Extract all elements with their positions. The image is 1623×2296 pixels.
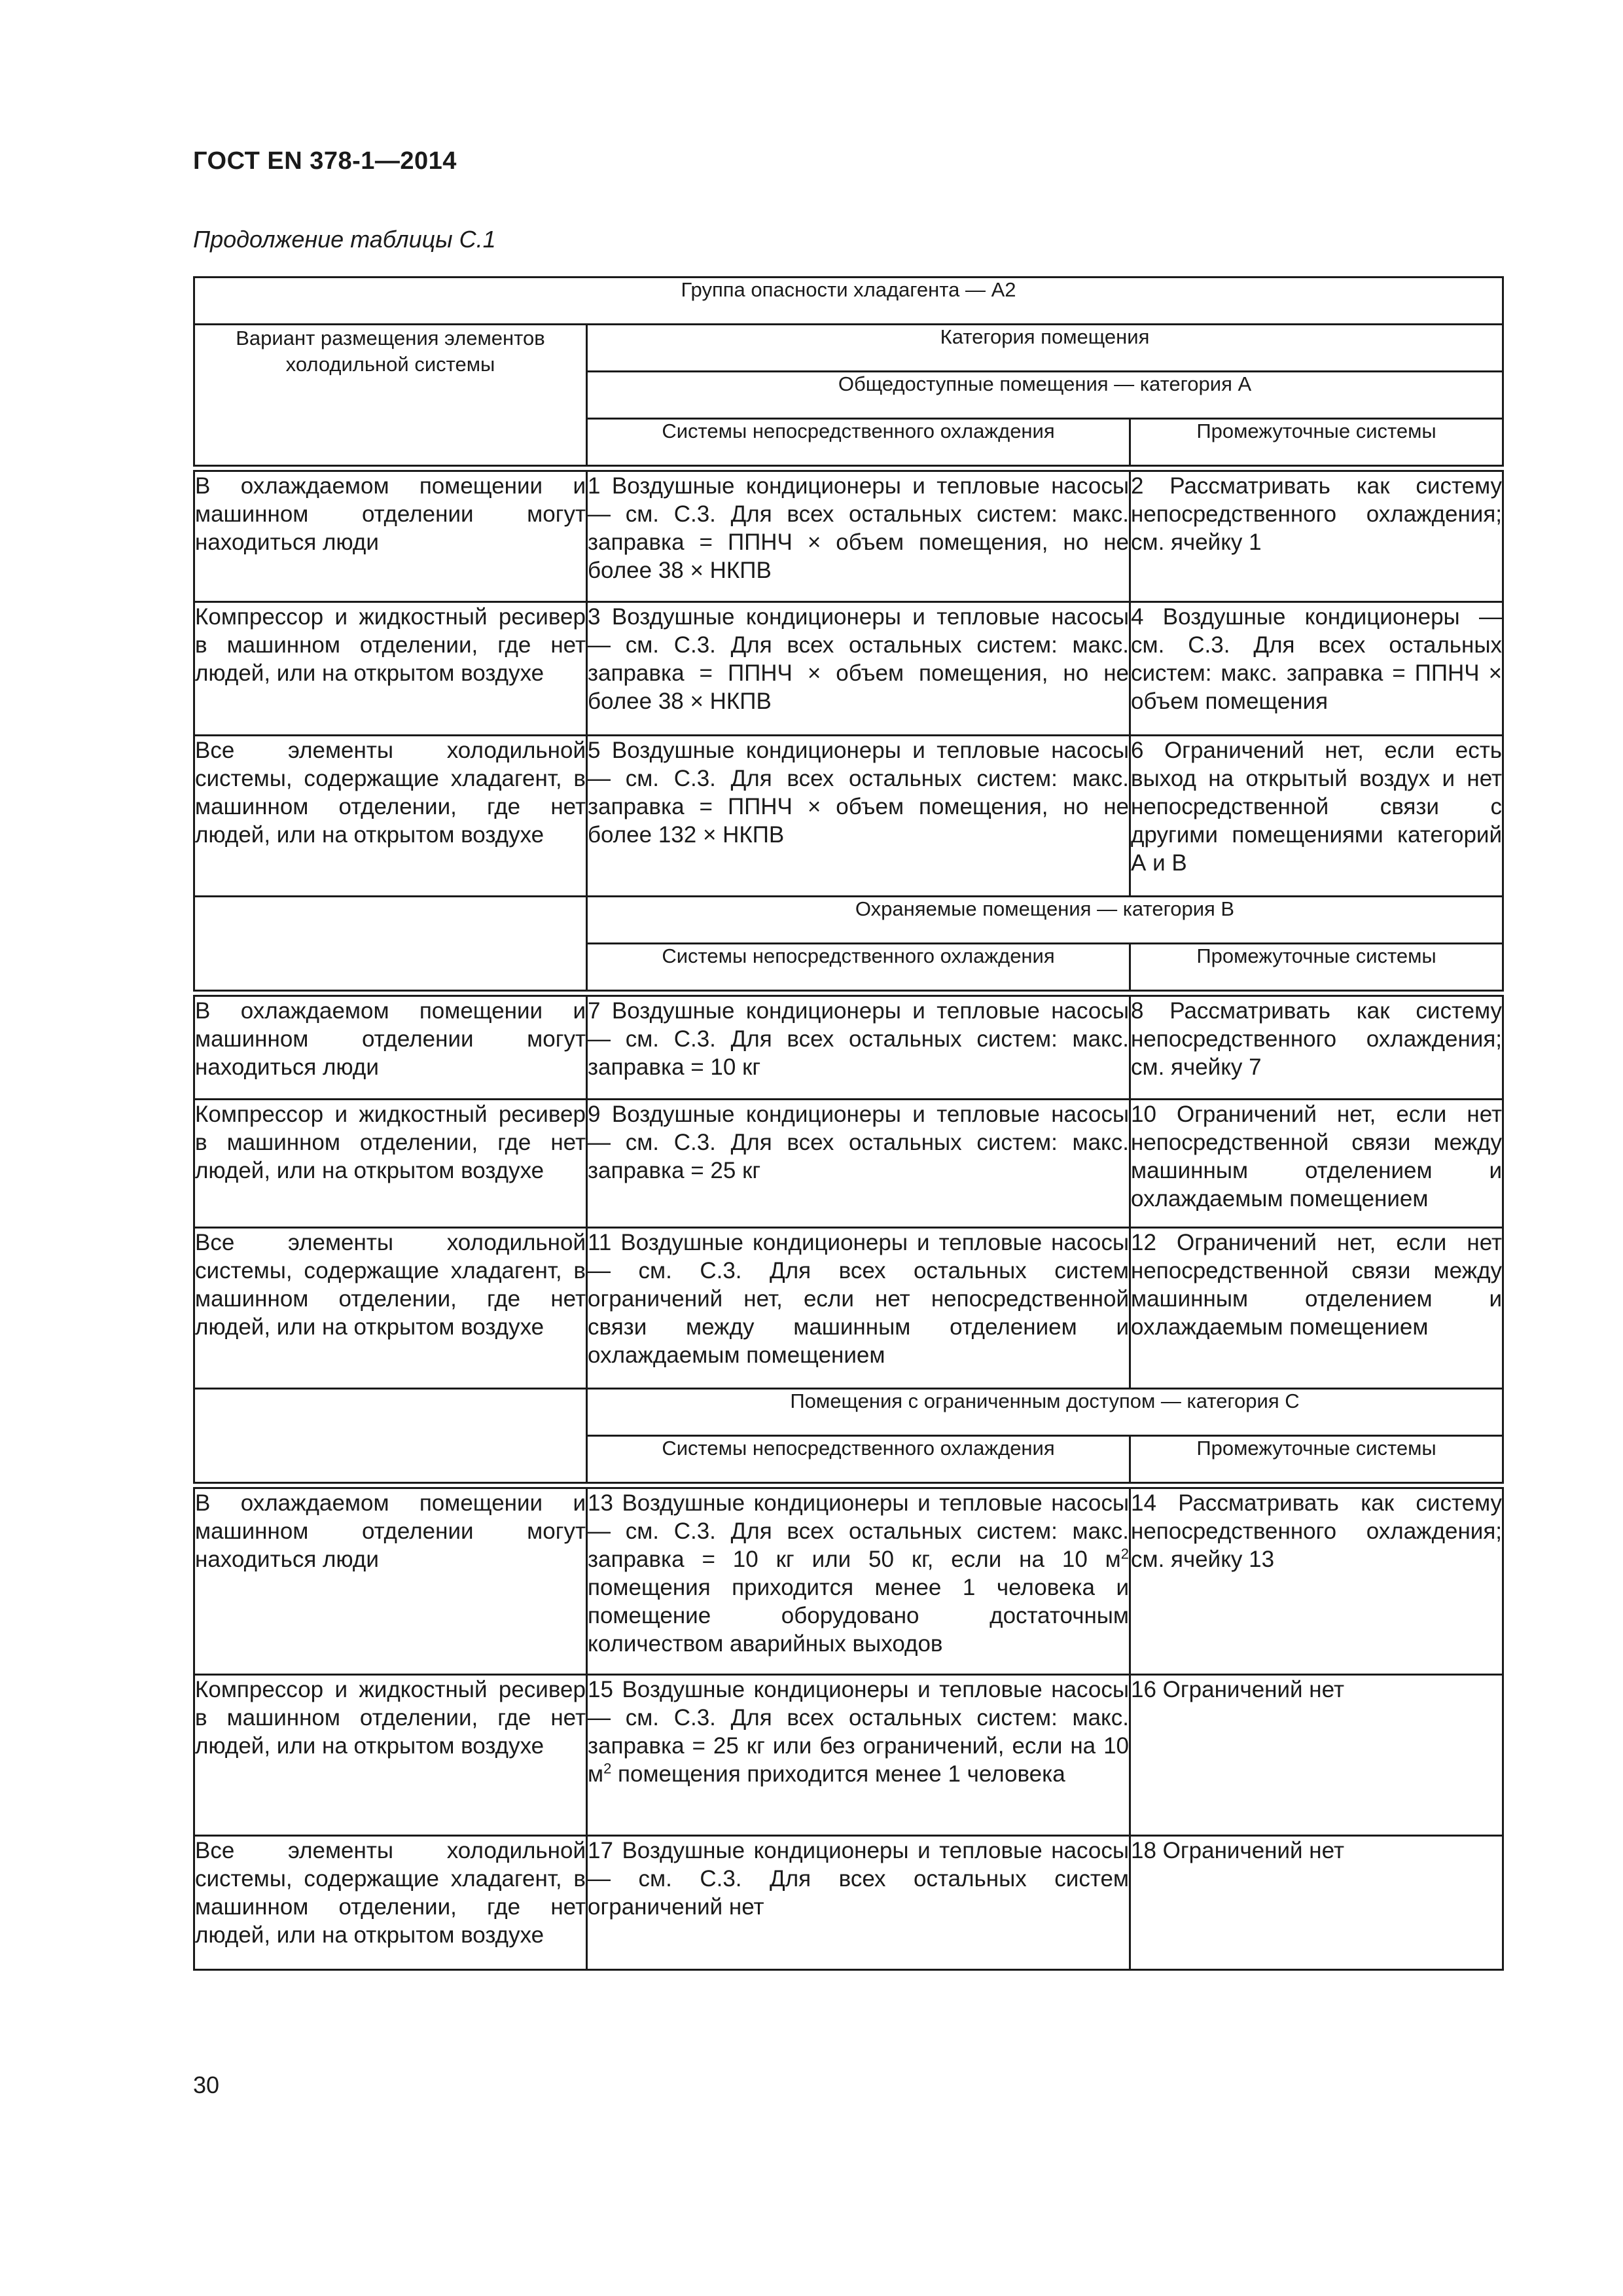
column-header-indirect: Промежуточные системы: [1130, 419, 1503, 466]
column-header-direct: Системы непосредственного охлаждения: [587, 419, 1130, 466]
document-header: ГОСТ EN 378-1—2014: [193, 147, 457, 175]
empty-variant-cell: [194, 897, 587, 991]
table-row: [194, 1488, 1503, 1675]
direct-cell: 5 Воздушные кондиционеры и тепловые насосы — см. С.3. Для всех остальных систем: макс. заправка = ППНЧ × объем помещения, но не более 132 × НКПВ: [587, 736, 1130, 897]
table-row: [194, 471, 1503, 602]
table-row: [194, 1228, 1503, 1389]
variant-cell: Все элементы холодильной системы, содержащие хладагент, в машинном отделении, где нет людей, или на открытом воздухе: [194, 736, 587, 897]
variant-cell: Все элементы холодильной системы, содержащие хладагент, в машинном отделении, где нет людей, или на открытом воздухе: [194, 1228, 587, 1389]
column-header-indirect: Промежуточные системы: [1130, 944, 1503, 991]
direct-cell: [587, 1675, 1130, 1836]
direct-cell: 11 Воздушные кондиционеры и тепловые насосы — см. С.3. Для всех остальных систем ограничений нет, если нет непосредственной связи между машинным отделением и охлаждаемым помещением: [587, 1228, 1130, 1389]
indirect-cell: 10 Ограничений нет, если нет непосредственной связи между машинным отделением и охлаждаемым помещением: [1130, 1100, 1503, 1228]
table-row: [194, 1836, 1503, 1970]
indirect-cell: 12 Ограничений нет, если нет непосредственной связи между машинным отделением и охлаждаемым помещением: [1130, 1228, 1503, 1389]
table-caption: Продолжение таблицы С.1: [193, 226, 496, 253]
variant-cell: В охлаждаемом помещении и машинном отделении могут находиться люди: [194, 471, 587, 602]
indirect-cell: 4 Воздушные кондиционеры — см. С.3. Для всех остальных систем: макс. заправка = ППНЧ × объем помещения: [1130, 602, 1503, 736]
section-category: Общедоступные помещения — категория А: [587, 372, 1503, 419]
direct-cell: 17 Воздушные кондиционеры и тепловые насосы — см. С.3. Для всех остальных систем ограничений нет: [587, 1836, 1130, 1970]
direct-cell: [587, 1488, 1130, 1675]
variant-header: Вариант размещения элементов холодильной системы: [194, 325, 587, 466]
column-header-indirect: Промежуточные системы: [1130, 1436, 1503, 1483]
variant-cell: Компрессор и жидкостный ресивер в машинном отделении, где нет людей, или на открытом воздухе: [194, 1100, 587, 1228]
indirect-cell: 6 Ограничений нет, если есть выход на открытый воздух и нет непосредственной связи с другими помещениями категорий А и В: [1130, 736, 1503, 897]
indirect-cell: 2 Рассматривать как систему непосредственного охлаждения; см. ячейку 1: [1130, 471, 1503, 602]
variant-cell: В охлаждаемом помещении и машинном отделении могут находиться люди: [194, 1488, 587, 1675]
category-header: Категория помещения: [587, 325, 1503, 372]
indirect-cell: 8 Рассматривать как систему непосредственного охлаждения; см. ячейку 7: [1130, 996, 1503, 1100]
group-title: Группа опасности хладагента — А2: [194, 278, 1503, 325]
direct-text-a: 15 Воздушные кондиционеры и тепловые насосы — см. С.3. Для всех остальных систем: макс. заправка = 25 кг или без ограничений, если на 10 м: [588, 1677, 1129, 1787]
direct-cell: 9 Воздушные кондиционеры и тепловые насосы — см. С.3. Для всех остальных систем: макс. заправка = 25 кг: [587, 1100, 1130, 1228]
superscript: 2: [603, 1760, 612, 1777]
table-row: [194, 1675, 1503, 1836]
table-row: [194, 1100, 1503, 1228]
table-row: [194, 996, 1503, 1100]
empty-variant-cell: [194, 1389, 587, 1483]
variant-cell: Все элементы холодильной системы, содержащие хладагент, в машинном отделении, где нет людей, или на открытом воздухе: [194, 1836, 587, 1970]
indirect-cell: 16 Ограничений нет: [1130, 1675, 1503, 1836]
direct-cell: 3 Воздушные кондиционеры и тепловые насосы — см. С.3. Для всех остальных систем: макс. заправка = ППНЧ × объем помещения, но не более 38 × НКПВ: [587, 602, 1130, 736]
table-row: [194, 602, 1503, 736]
variant-cell: Компрессор и жидкостный ресивер в машинном отделении, где нет людей, или на открытом воздухе: [194, 602, 587, 736]
table-row: [194, 736, 1503, 897]
direct-cell: 7 Воздушные кондиционеры и тепловые насосы — см. С.3. Для всех остальных систем: макс. заправка = 10 кг: [587, 996, 1130, 1100]
variant-cell: Компрессор и жидкостный ресивер в машинном отделении, где нет людей, или на открытом воздухе: [194, 1675, 587, 1836]
indirect-cell: 18 Ограничений нет: [1130, 1836, 1503, 1970]
column-header-direct: Системы непосредственного охлаждения: [587, 944, 1130, 991]
section-category: Помещения с ограниченным доступом — категория С: [587, 1389, 1503, 1436]
superscript: 2: [1120, 1545, 1129, 1562]
page-number: 30: [193, 2072, 220, 2098]
refrigerant-table: [193, 276, 1504, 1971]
direct-text-a: 13 Воздушные кондиционеры и тепловые насосы — см. С.3. Для всех остальных систем: макс. заправка = 10 кг или 50 кг, если на 10 м: [588, 1490, 1129, 1572]
direct-text-b: помещения приходится менее 1 человека и помещение оборудовано достаточным количеством аварийных выходов: [588, 1575, 1129, 1657]
section-category: Охраняемые помещения — категория В: [587, 897, 1503, 944]
indirect-cell: 14 Рассматривать как систему непосредственного охлаждения; см. ячейку 13: [1130, 1488, 1503, 1675]
direct-text-b: помещения приходится менее 1 человека: [611, 1761, 1065, 1787]
variant-cell: В охлаждаемом помещении и машинном отделении могут находиться люди: [194, 996, 587, 1100]
direct-cell: 1 Воздушные кондиционеры и тепловые насосы — см. С.3. Для всех остальных систем: макс. заправка = ППНЧ × объем помещения, но не более 38 × НКПВ: [587, 471, 1130, 602]
column-header-direct: Системы непосредственного охлаждения: [587, 1436, 1130, 1483]
